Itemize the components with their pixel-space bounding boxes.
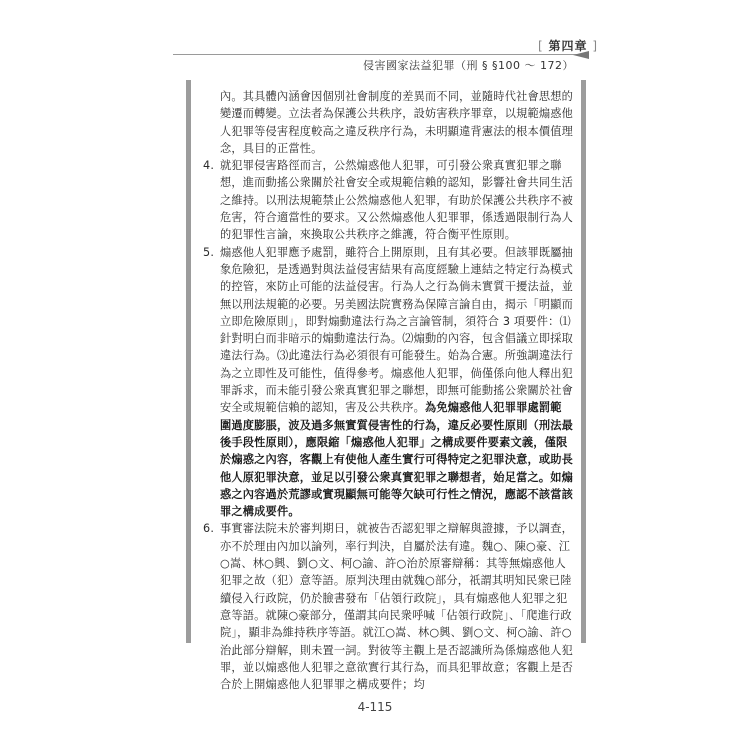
emphasized-text: 為免煽惑他人犯罪罪處罰範圍過度膨脹，波及過多無實質侵害性的行為，違反必要性原則（刑法最後手段性原則），應限縮「煽惑他人犯罪」之構成要件要素文義，僅限於煽惑之內容，客觀上有使他人產生實行可得特定之犯罪決意，或助長他人原犯罪決意，並足以引發公衆真實犯罪之聯想者，始足當之。如煽惑之內容過於荒謬或實現顯無可能等欠缺可行性之情況，應認不該當該罪之構成要件。 xyxy=(220,401,574,519)
page-number: 4-115 xyxy=(357,700,393,714)
paragraph-text: 內。其具體內涵會因個別社會制度的差異而不同，並隨時代社會思想的變遷而轉變。立法者為保護公共秩序，設妨害秩序罪章，以規範煽惑他人犯罪等侵害程度較高之違反秩序行為，未明顯違背憲法的根本價值理念，具目的正當性。 xyxy=(220,90,574,155)
text-frame xyxy=(186,80,586,692)
paragraph-number: 4. xyxy=(203,159,215,173)
paragraph-text: 煽惑他人犯罪應予處罰，雖符合上開原則，且有其必要。但該罪既屬抽象危險犯，是透過對與法益侵害結果有高度經驗上連結之特定行為模式的控管，來防止可能的法益侵害。行為人之行為倘未實質干擾法益，並無以刑法規範的必要。另美國法院實務為保障言論自由，揭示「明顯而立即危險原則」，即對煽動違法行為之言論管制，須符合 3 項要件：⑴針對明白而非暗示的煽動違法行為。⑵煽動的內容，包含倡議立即採取違法行為。⑶此違法行為必須很有可能發生。始為合憲。所強調違法行為之立即性及可能性，值得參考。煽惑他人犯罪，倘僅係向他人釋出犯罪訴求，而未能引發公衆真實犯罪之聯想，即無可能動搖公衆關於社會安全或規範信賴的認知，害及公共秩序。 xyxy=(220,245,574,415)
paragraph-number: 6. xyxy=(203,522,215,536)
paragraph xyxy=(203,520,573,693)
paragraph xyxy=(203,88,573,157)
chapter-label: [ 第四章 ] xyxy=(537,39,598,53)
paragraph xyxy=(203,157,573,243)
body-text xyxy=(191,80,581,693)
header-rule xyxy=(173,54,589,55)
paragraph-number: 5. xyxy=(203,245,215,259)
header-arrow-icon xyxy=(573,51,589,59)
paragraph xyxy=(203,244,573,521)
chapter-text: 第四章 xyxy=(548,39,588,53)
running-header-title: 侵害國家法益犯罪（刑 § §100 ～ 172） xyxy=(363,59,574,72)
paragraph-text: 事實審法院未於審判期日，就被告否認犯罪之辯解與證據，予以調查，亦不於理由內加以論列，率行判決，自屬於法有違。魏○、陳○豪、江○嵩、林○興、劉○文、柯○諭、許○治於原審辯稱：其等無煽惑他人犯罪之故（犯）意等語。原判決理由就魏○部分，祇謂其明知民衆已陸續侵入行政院，仍於臉書發布「佔領行政院」，具有煽惑他人犯罪之犯意等語。就陳○豪部分，僅謂其向民衆呼喊「佔領行政院」、「爬進行政院」，顯非為維持秩序等語。就江○嵩、林○興、劉○文、柯○諭、許○治此部分辯解，則未置一詞。對彼等主觀上是否認識所為係煽惑他人犯罪，並以煽惑他人犯罪之意欲實行其行為，而具犯罪故意；客觀上是否合於上開煽惑他人犯罪罪之構成要件；均 xyxy=(220,522,574,692)
paragraph-text: 就犯罪侵害路徑而言，公然煽惑他人犯罪，可引發公衆真實犯罪之聯想，進而動搖公衆關於社會安全或規範信賴的認知，影響社會共同生活之維持。以刑法規範禁止公然煽惑他人犯罪，有助於保護公共秩序不被危害，符合適當性的要求。又公然煽惑他人犯罪罪，係透過限制行為人的犯罪性言論，來換取公共秩序之維護，符合衡平性原則。 xyxy=(220,159,574,242)
